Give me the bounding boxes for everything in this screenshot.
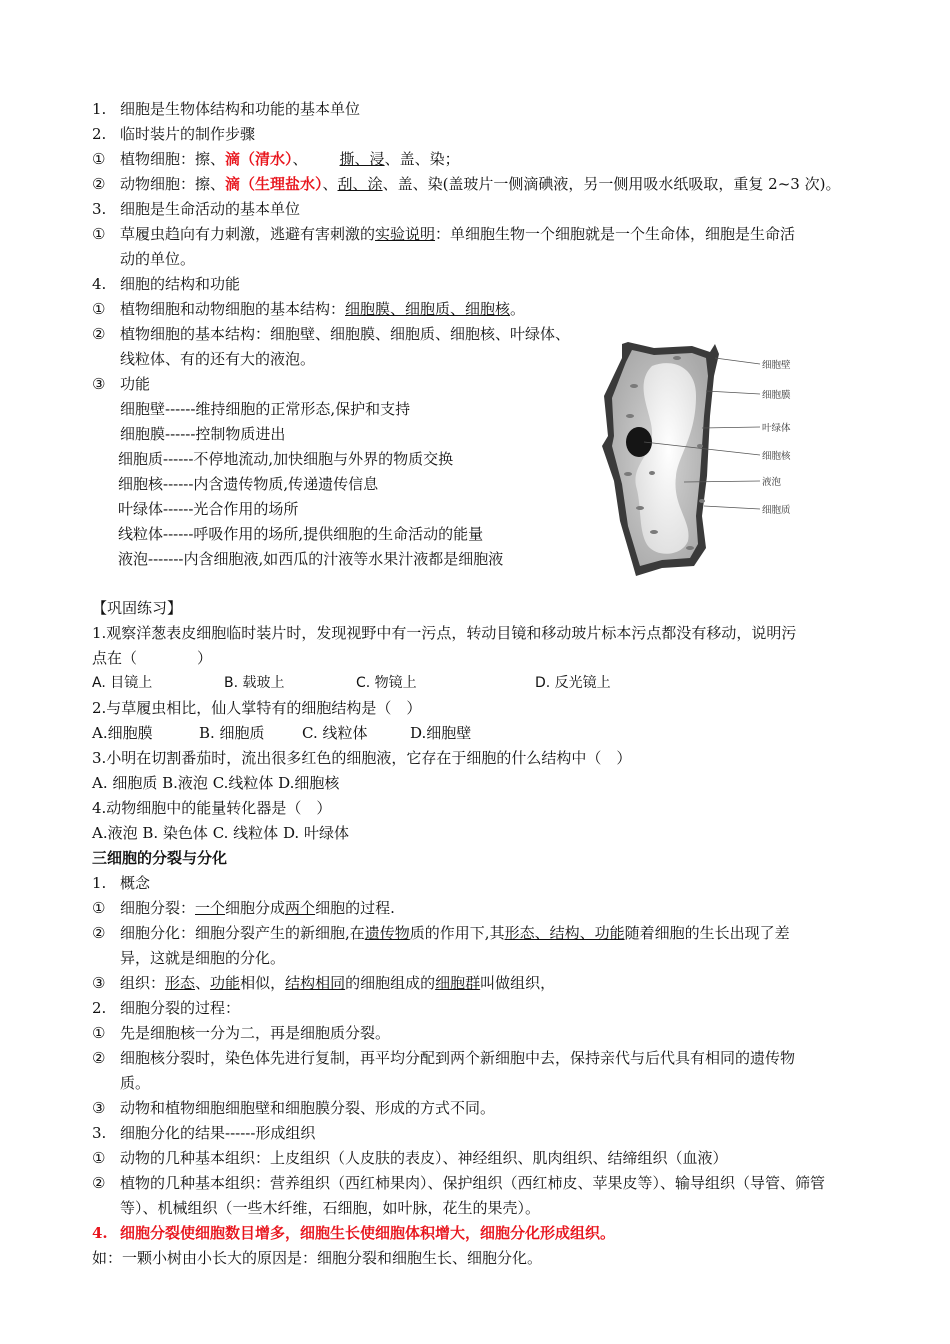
- example-note: 如：一颗小树由小长大的原因是：细胞分裂和细胞生长、细胞分化。: [92, 1249, 543, 1267]
- item-text: 概念: [120, 874, 151, 892]
- item-text: 组织：形态、功能相似，结构相同的细胞组成的细胞群叫做组织，: [120, 974, 556, 992]
- option-a: A.细胞膜: [92, 724, 153, 742]
- item-text: 质。: [120, 1074, 151, 1092]
- item-number: 3.: [92, 200, 107, 218]
- item-number: 3.: [92, 1124, 107, 1142]
- label-nucleus: 细胞核: [762, 451, 791, 462]
- item-number: ②: [92, 1174, 106, 1192]
- section-3-title: 三细胞的分裂与分化: [92, 849, 228, 867]
- item-number: 1.: [92, 874, 107, 892]
- item-number: 4.: [92, 1224, 108, 1242]
- item-text: 先是细胞核一分为二，再是细胞质分裂。: [120, 1024, 391, 1042]
- item-text: 细胞分裂的过程：: [120, 999, 241, 1017]
- question-2: 2.与草履虫相比，仙人掌特有的细胞结构是（ ）: [92, 699, 422, 717]
- item-number: ①: [92, 225, 106, 243]
- item-text: 植物细胞：擦、滴（清水）、 撕、浸、盖、染；: [120, 150, 460, 168]
- item-text: 异，这就是细胞的分化。: [120, 949, 286, 967]
- nucleus-shape: [626, 427, 652, 457]
- option-b: B. 载玻上: [224, 675, 285, 691]
- item-number: ③: [92, 1099, 106, 1117]
- item-text: 植物细胞的基本结构：细胞壁、细胞膜、细胞质、细胞核、叶绿体、: [120, 325, 571, 343]
- item-text: 细胞的结构和功能: [120, 275, 241, 293]
- item-number: 1.: [92, 100, 107, 118]
- item-number: ②: [92, 325, 106, 343]
- function-vacuole: 液泡-------内含细胞液,如西瓜的汁液等水果汁液都是细胞液: [118, 550, 504, 568]
- option-a: A. 目镜上: [92, 675, 153, 691]
- item-text: 植物的几种基本组织：营养组织（西红柿果肉）、保护组织（西红柿皮、苹果皮等）、输导组织（导管、筛管: [120, 1174, 826, 1192]
- item-number: ②: [92, 175, 106, 193]
- item-text: 动的单位。: [120, 250, 196, 268]
- option-d: D. 反光镜上: [535, 675, 611, 691]
- option-b: B. 细胞质: [199, 724, 265, 742]
- item-number: 2.: [92, 999, 107, 1017]
- practice-title: 【巩固练习】: [92, 599, 183, 617]
- question-3-options: A. 细胞质 B.液泡 C.线粒体 D.细胞核: [92, 774, 340, 792]
- label-cytoplasm: 细胞质: [762, 505, 791, 516]
- item-text: 动物细胞：擦、滴（生理盐水）、刮、涂、盖、染(盖玻片一侧滴碘液，另一侧用吸水纸吸取，重复 2~3 次)。: [120, 175, 841, 193]
- plant-cell-diagram: [592, 336, 832, 581]
- item-number: ②: [92, 1049, 106, 1067]
- item-text: 线粒体、有的还有大的液泡。: [120, 350, 316, 368]
- function-chloroplast: 叶绿体------光合作用的场所: [118, 500, 299, 518]
- item-number: ③: [92, 375, 106, 393]
- item-number: ①: [92, 150, 106, 168]
- item-number: ①: [92, 1024, 106, 1042]
- label-cell-membrane: 细胞膜: [762, 390, 791, 401]
- function-nucleus: 细胞核------内含遗传物质,传递遗传信息: [118, 475, 379, 493]
- question-4-options: A.液泡 B. 染色体 C. 线粒体 D. 叶绿体: [92, 824, 349, 842]
- item-text: 细胞分裂：一个细胞分成两个细胞的过程.: [120, 899, 395, 917]
- question-1-cont: 点在（ ）: [92, 649, 213, 667]
- label-chloroplast: 叶绿体: [762, 423, 791, 434]
- item-number: 2.: [92, 125, 107, 143]
- function-mitochondria: 线粒体------呼吸作用的场所,提供细胞的生命活动的能量: [118, 525, 484, 543]
- question-3: 3.小明在切割番茄时，流出很多红色的细胞液，它存在于细胞的什么结构中（ ）: [92, 749, 632, 767]
- item-text: 细胞分化的结果------形成组织: [120, 1124, 316, 1142]
- function-cell-wall: 细胞壁------维持细胞的正常形态,保护和支持: [120, 400, 411, 418]
- function-cell-membrane: 细胞膜------控制物质进出: [120, 425, 286, 443]
- label-vacuole: 液泡: [762, 477, 782, 488]
- question-1: 1.观察洋葱表皮细胞临时装片时，发现视野中有一污点，转动目镜和移动玻片标本污点都没有移动，说明污: [92, 624, 797, 642]
- item-number: ①: [92, 899, 106, 917]
- item-number: ②: [92, 924, 106, 942]
- option-c: C. 线粒体: [302, 724, 368, 742]
- item-text: 功能: [120, 375, 151, 393]
- item-text: 草履虫趋向有力刺激，逃避有害刺激的实验说明：单细胞生物一个细胞就是一个生命体，细胞是生命活: [120, 225, 796, 243]
- question-4: 4.动物细胞中的能量转化器是（ ）: [92, 799, 332, 817]
- item-text: 动物和植物细胞细胞壁和细胞膜分裂、形成的方式不同。: [120, 1099, 496, 1117]
- item-text: 细胞是生命活动的基本单位: [120, 200, 301, 218]
- item-text: 细胞分化：细胞分裂产生的新细胞,在遗传物质的作用下,其形态、结构、功能随着细胞的生长出现了差: [120, 924, 790, 942]
- item-text: 细胞分裂使细胞数目增多，细胞生长使细胞体积增大，细胞分化形成组织。: [120, 1224, 616, 1242]
- item-text: 等）、机械组织（一些木纤维，石细胞，如叶脉，花生的果壳）。: [120, 1199, 541, 1217]
- item-text: 植物细胞和动物细胞的基本结构：细胞膜、细胞质、细胞核。: [120, 300, 526, 318]
- item-number: ①: [92, 300, 106, 318]
- item-text: 细胞是生物体结构和功能的基本单位: [120, 100, 361, 118]
- item-text: 临时装片的制作步骤: [120, 125, 256, 143]
- item-text: 动物的几种基本组织：上皮组织（人皮肤的表皮）、神经组织、肌肉组织、结缔组织（血液）: [120, 1149, 728, 1167]
- label-cell-wall: 细胞壁: [762, 360, 791, 371]
- option-d: D.细胞壁: [410, 724, 472, 742]
- item-number: ①: [92, 1149, 106, 1167]
- option-c: C. 物镜上: [356, 675, 417, 691]
- function-cytoplasm: 细胞质------不停地流动,加快细胞与外界的物质交换: [118, 450, 454, 468]
- item-number: ③: [92, 974, 106, 992]
- item-number: 4.: [92, 275, 107, 293]
- item-text: 细胞核分裂时，染色体先进行复制，再平均分配到两个新细胞中去，保持亲代与后代具有相同的遗传物: [120, 1049, 796, 1067]
